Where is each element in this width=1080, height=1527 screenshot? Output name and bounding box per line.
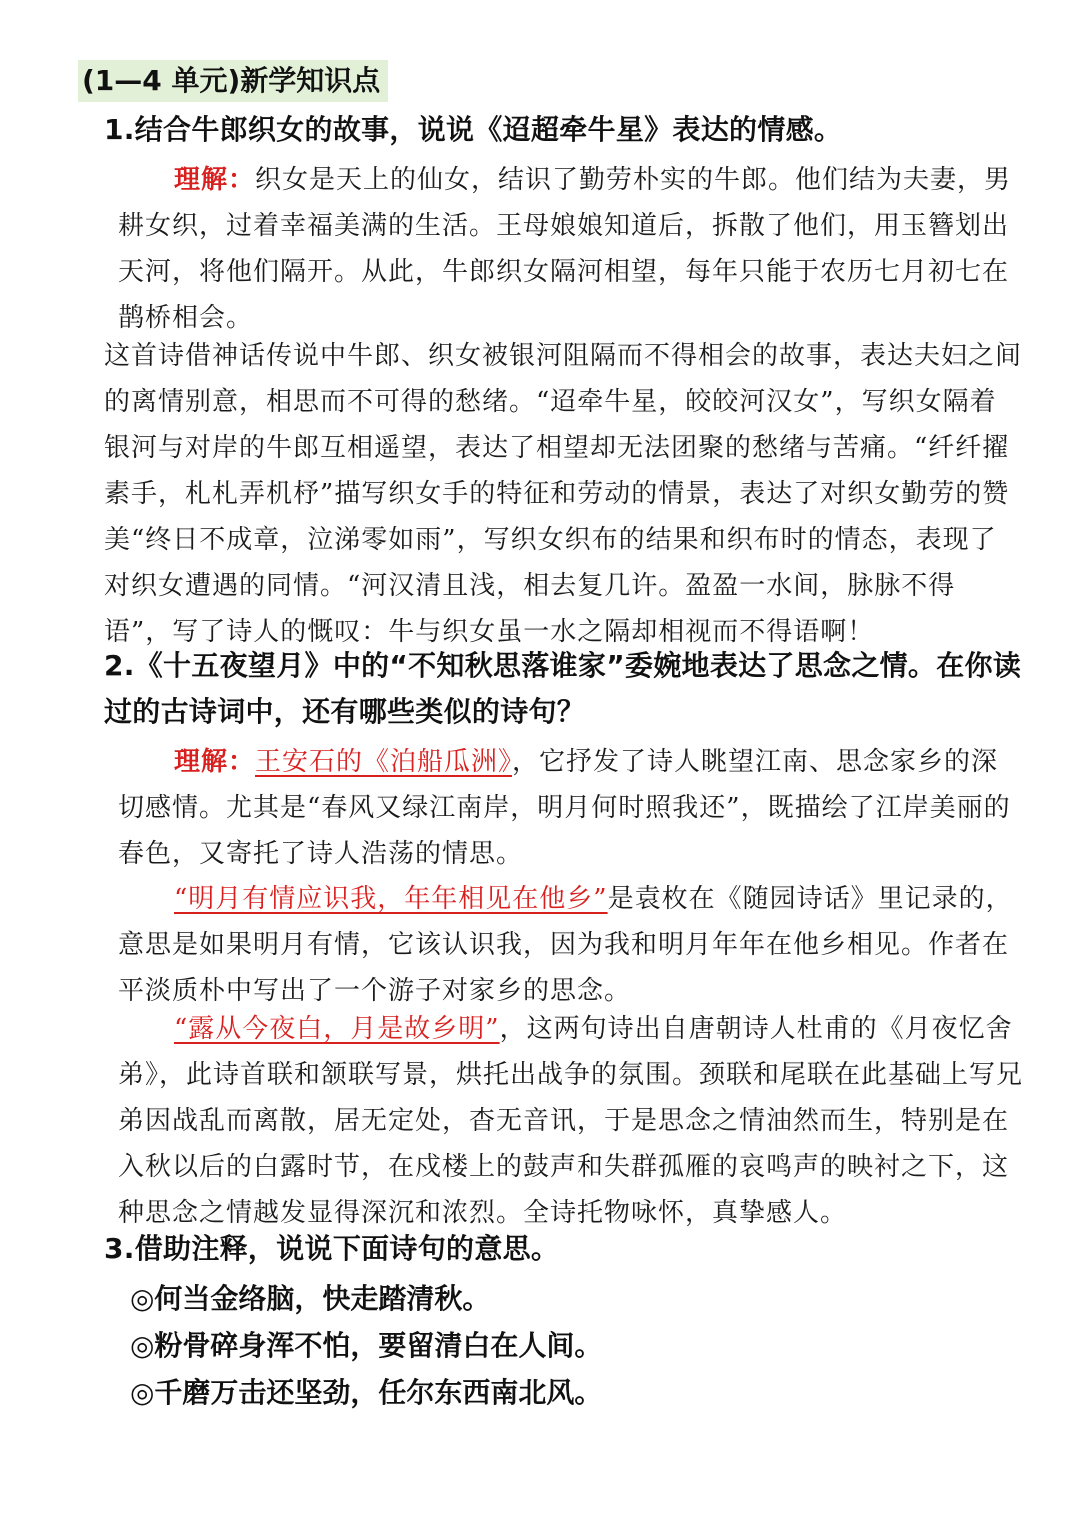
q2-understanding-3 <box>118 1006 1023 1236</box>
q2-para-3-text: ，这两句诗出自唐朝诗人杜甫的《月夜忆舍弟》，此诗首联和颔联写景，烘托出战争的氛围。颈联和尾联在此基础上写兄弟因战乱而离散，居无定处，杳无音讯，于是思念之情油然而生，特别是在入秋以后的白露时节，在戍楼上的鼓声和失群孤雁的哀鸣声的映衬之下，这种思念之情越发显得深沉和浓烈。全诗托物咏怀，真挚感人。 <box>118 1014 1024 1228</box>
q2-para-2-text: 是袁枚在《随园诗话》里记录的，意思是如果明月有情，它该认识我，因为我和明月年年在他乡相见。作者在平淡质朴中写出了一个游子对家乡的思念。 <box>118 884 1013 1006</box>
q2-poem-ref-1: 王安石的《泊船瓜洲》 <box>255 747 513 777</box>
q3-item-3: ◎千磨万击还坚劲，任尔东西南北风。 <box>130 1376 603 1409</box>
q1-understanding <box>118 157 1023 341</box>
q1-analysis: 这首诗借神话传说中牛郎、织女被银河阻隔而不得相会的故事，表达夫妇之间的离情别意，相思而不可得的愁绪。“迢牵牛星，皎皎河汉女”，写织女隔着银河与对岸的牛郎互相遥望，表达了相望却无法团聚的愁绪与苦痛。“纤纤擢素手，札札弄机杼”描写织女手的特征和劳动的情景，表达了对织女勤劳的赞美“终日不成章，泣涕零如雨”，写织女织布的结果和织布时的情态，表现了对织女遭遇的同情。“河汉清且浅，相去复几许。盈盈一水间，脉脉不得语”，写了诗人的慨叹：牛与织女虽一水之隔却相视而不得语啊！ <box>104 341 1023 647</box>
q1-understanding-text: 织女是天上的仙女，结识了勤劳朴实的牛郎。他们结为夫妻，男耕女织，过着幸福美满的生活。王母娘娘知道后，拆散了他们，用玉簪划出天河，将他们隔开。从此，牛郎织女隔河相望，每年只能于农历七月初七在鹊桥相会。 <box>118 165 1012 333</box>
q2-understanding-2 <box>118 876 1023 1014</box>
q2-para-1-text: ，它抒发了诗人眺望江南、思念家乡的深切感情。尤其是“春风又绿江南岸，明月何时照我还”，既描绘了江岸美丽的春色，又寄托了诗人浩荡的情思。 <box>118 747 1011 869</box>
q2-poem-ref-2: “明月有情应识我，年年相见在他乡” <box>174 884 608 914</box>
question-2: 2.《十五夜望月》中的“不知秋思落谁家”委婉地表达了思念之情。在你读过的古诗词中，还有哪些类似的诗句？ <box>104 649 1022 728</box>
q3-item-1: ◎何当金络脑，快走踏清秋。 <box>130 1282 491 1315</box>
question-3: 3.借助注释，说说下面诗句的意思。 <box>104 1232 560 1265</box>
page-title: (1—4 单元)新学知识点 <box>78 60 388 102</box>
question-1: 1.结合牛郎织女的故事，说说《迢超牵牛星》表达的情感。 <box>104 113 843 146</box>
q1-understanding-label: 理解： <box>174 165 256 195</box>
q2-poem-ref-3: “露从今夜白，月是故乡明” <box>174 1014 500 1044</box>
q2-understanding-1 <box>118 739 1023 877</box>
q2-understanding-label: 理解： <box>174 747 256 777</box>
q3-item-2: ◎粉骨碎身浑不怕，要留清白在人间。 <box>130 1329 603 1362</box>
